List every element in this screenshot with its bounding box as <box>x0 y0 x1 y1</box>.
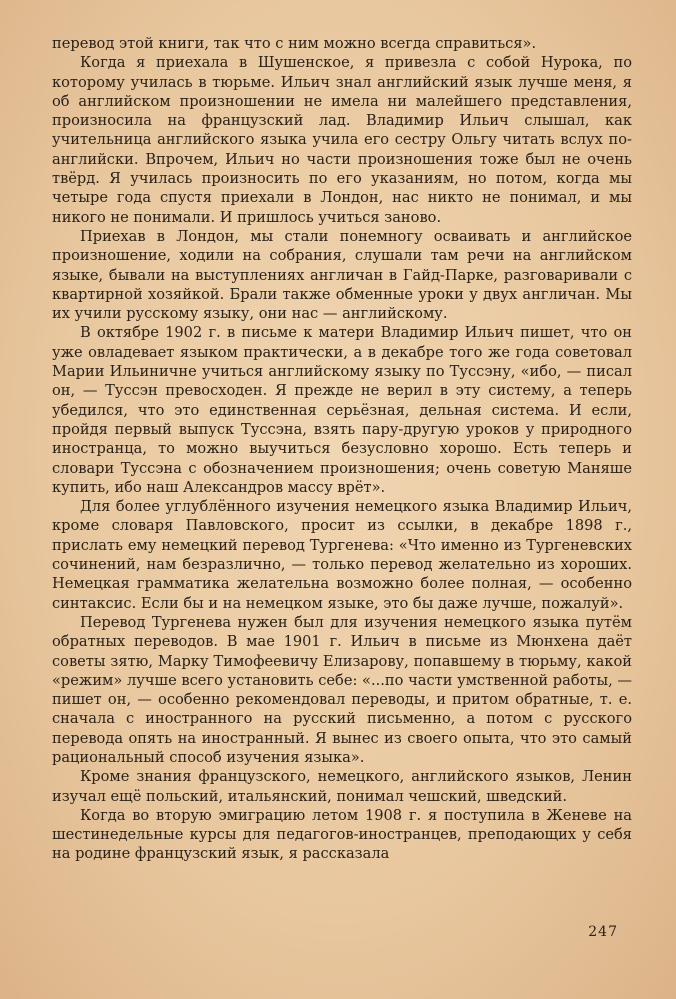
paragraph-german: Для более углублённого изучения немецкого языка Владимир Ильич, кроме словаря Павловского, просит из ссылки, в декабре 1898 г., прислать ему немецкий перевод Тургенева: «Что именно из Тургеневских сочинений, нам безразлично, — только перевод желательно из хороших. Немецкая грамматика желательна возможно более полная, — особенно синтаксис. Если бы и на немецком языке, это бы даже лучше, пожалуй». <box>52 498 632 612</box>
paragraph-turgenev: Перевод Тургенева нужен был для изучения немецкого языка путём обратных переводов. В мае 1901 г. Ильич в письме из Мюнхена даёт советы зятю, Марку Тимофеевичу Елизарову, попавшему в тюрьму, какой «режим» лучше всего установить себе: «...по части умственной работы, — пишет он, — особенно рекомендовал переводы, и притом обратные, т. е. сначала с иностранного на русский письменно, а потом с русского перевода опять на иностранный. Я вынес из своего опыта, что это самый рациональный способ изучения языка». <box>52 613 632 766</box>
body-text <box>52 34 632 864</box>
page-number: 247 <box>588 924 618 940</box>
paragraph-shushenskoe: Когда я приехала в Шушенское, я привезла с собой Нурока, по которому училась в тюрьме. Ильич знал английский язык лучше меня, я об английском произношении не имела ни малейшего представления, произносила на французский лад. Владимир Ильич слышал, как учительница английского языка учила его сестру Ольгу читать вслух по-английски. Впрочем, Ильич но части произношения тоже был не очень твёрд. Я училась произносить по его указаниям, но потом, когда мы четыре года спустя приехали в Лондон, нас никто не понимал, и мы никого не понимали. И пришлось учиться заново. <box>52 54 632 226</box>
paragraph-london: Приехав в Лондон, мы стали понемногу осваивать и английское произношение, ходили на собрания, слушали там речи на английском языке, бывали на выступлениях англичан в Гайд-Парке, разговаривали с квартирной хозяйкой. Брали также обменные уроки у двух англичан. Мы их учили русскому языку, они нас — английскому. <box>52 227 632 323</box>
paragraph-languages: Кроме знания французского, немецкого, английского языков, Ленин изучал ещё польский, итальянский, понимал чешский, шведский. <box>52 768 632 805</box>
paragraph-toussaint: В октябре 1902 г. в письме к матери Владимир Ильич пишет, что он уже овладевает языком практически, а в декабре того же года советовал Марии Ильиничне учиться английскому языку по Туссэну, «ибо, — писал он, — Туссэн превосходен. Я прежде не верил в эту систему, а теперь убедился, что это единственная серьёзная, дельная система. И если, пройдя первый выпуск Туссэна, взять пару-другую уроков у природного иностранца, то можно выучиться безусловно хорошо. Есть теперь и словари Туссэна с обозначением произношения; очень советую Маняше купить, ибо наш Александров массу врёт». <box>52 324 632 496</box>
paragraph-geneva: Когда во вторую эмиграцию летом 1908 г. я поступила в Женеве на шестинедельные курсы для педагогов-иностранцев, преподающих у себя на родине французский язык, я рассказала <box>52 806 632 863</box>
paragraph-continuation: перевод этой книги, так что с ним можно всегда справиться». <box>52 35 537 52</box>
